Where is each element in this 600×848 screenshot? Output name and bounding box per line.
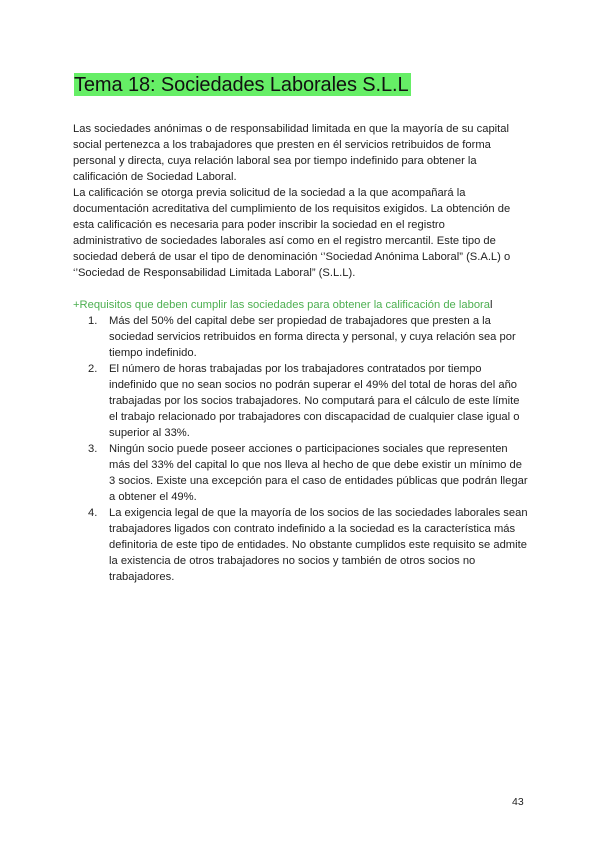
requirements-heading-text: +Requisitos que deben cumplir las sociedades para obtener la calificación de labora	[73, 299, 490, 311]
requirements-heading-tail: l	[490, 299, 493, 311]
list-item-number: 4.	[88, 507, 98, 519]
list-item-text: Más del 50% del capital debe ser propiedad de trabajadores que presten a la sociedad servicios retribuidos en forma directa y personal, y cuya relación sea por tiempo indefinido.	[109, 315, 516, 359]
intro-paragraph-1: Las sociedades anónimas o de responsabilidad limitada en que la mayoría de su capital social pertenezca a los trabajadores que presten en él servicios retribuidos de forma personal y directa, cuya relación laboral sea por tiempo indefinido para obtener la calificación de Sociedad Laboral.	[73, 123, 509, 183]
list-item-number: 2.	[88, 363, 98, 375]
page-number: 43	[512, 796, 524, 808]
intro-section	[73, 121, 513, 281]
list-item-text: El número de horas trabajadas por los trabajadores contratados por tiempo indefinido que no sean socios no podrán superar el 49% del total de horas del año trabajadas por los socios trabajadores. No computará para el cálculo de este límite el trabajo relacionado por trabajadores con discapacidad de cualquier clase igual o superior al 33%.	[109, 363, 520, 439]
list-item-number: 1.	[88, 315, 98, 327]
list-item-number: 3.	[88, 443, 98, 455]
requirements-list	[88, 313, 528, 585]
list-item	[88, 313, 528, 361]
page-title	[72, 73, 413, 97]
requirements-heading	[73, 297, 533, 313]
intro-paragraph-2: La calificación se otorga previa solicitud de la sociedad a la que acompañará la documentación acreditativa del cumplimiento de los requisitos exigidos. La obtención de esta calificación es necesaria para poder inscribir la sociedad en el registro administrativo de sociedades laborales así como en el registro mercantil. Este tipo de sociedad deberá de usar el tipo de denominación ‘’Sociedad Anónima Laboral” (S.A.L) o ‘’Sociedad de Responsabilidad Limitada Laboral” (S.L.L).	[73, 187, 511, 279]
list-item	[88, 441, 528, 505]
list-item	[88, 505, 528, 585]
list-item-text: Ningún socio puede poseer acciones o participaciones sociales que representen más del 33% del capital lo que nos lleva al hecho de que debe existir un mínimo de 3 socios. Existe una excepción para el caso de entidades públicas que podrán llegar a obtener el 49%.	[109, 443, 528, 503]
page-title-text: Tema 18: Sociedades Laborales S.L.L	[74, 74, 409, 96]
list-item	[88, 361, 528, 441]
list-item-text: La exigencia legal de que la mayoría de los socios de las sociedades laborales sean trabajadores ligados con contrato indefinido a la sociedad es la característica más definitoria de este tipo de entidades. No obstante cumplidos este requisito se admite la existencia de otros trabajadores no socios y también de otros socios no trabajadores.	[109, 507, 528, 583]
